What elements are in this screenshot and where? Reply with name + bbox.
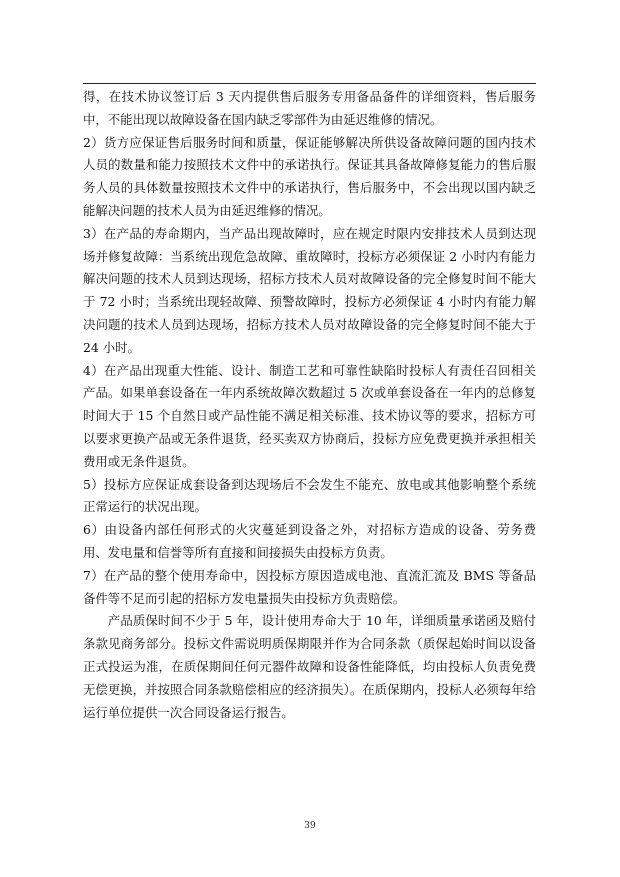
paragraph-item-3: 3）在产品的寿命期内，当产品出现故障时，应在规定时限内安排技术人员到达现场并修复故障：当系统出现危急故障、重故障时，投标方必须保证 2 小时内有能力解决问题的技术人员到达现场，招标方技术人员对故障设备的完全修复时间不能大于 72 小时；当系统出现轻故障、预警故障时，投标方必须保证 4 小时内有能力解决问题的技术人员到达现场，招标方技术人员对故障设备的完全修复时间不能大于 24 小时。 [83, 225, 536, 355]
paragraph-warranty: 产品质保时间不少于 5 年，设计使用寿命大于 10 年，详细质量承诺函及赔付条款见商务部分。投标文件需说明质保期限并作为合同条款（质保起始时间以设备正式投运为准，在质保期间任何元器件故障和设备性能降低，均由投标人负责免费无偿更换，并按照合同条款赔偿相应的经济损失）。在质保期内，投标人必须每年给运行单位提供一次合同设备运行报告。 [83, 613, 536, 720]
paragraph-item-6: 6）由设备内部任何形式的火灾蔓延到设备之外，对招标方造成的设备、劳务费用、发电量和信誉等所有直接和间接损失由投标方负责。 [83, 522, 536, 560]
paragraph-item-4: 4）在产品出现重大性能、设计、制造工艺和可靠性缺陷时投标人有责任召回相关产品。如果单套设备在一年内系统故障次数超过 5 次或单套设备在一年内的总修复时间大于 15 个自然日或产品性能不满足相关标准、技术协议等的要求，招标方可以要求更换产品或无条件退货，经买卖双方协商后，投标方应免费更换并承担相关费用或无条件退货。 [83, 362, 536, 469]
paragraph-continuation: 得，在技术协议签订后 3 天内提供售后服务专用备品备件的详细资料，售后服务中，不能出现以故障设备在国内缺乏零部件为由延迟维修的情况。 [83, 89, 536, 127]
page-number: 39 [304, 821, 316, 831]
paragraph-item-5: 5）投标方应保证成套设备到达现场后不会发生不能充、放电或其他影响整个系统正常运行的状况出现。 [83, 476, 536, 515]
paragraph-item-2: 2）货方应保证售后服务时间和质量，保证能够解决所供设备故障问题的国内技术人员的数量和能力按照技术文件中的承诺执行。保证其具备故障修复能力的售后服务人员的具体数量按照技术文件中的承诺执行，售后服务中，不会出现以国内缺乏能解决问题的技术人员为由延迟维修的情况。 [83, 134, 536, 218]
header-rule [83, 83, 536, 84]
paragraph-item-7: 7）在产品的整个使用寿命中，因投标方原因造成电池、直流汇流及 BMS 等备品备件等不足而引起的招标方发电量损失由投标方负责赔偿。 [83, 567, 536, 606]
body-text [83, 86, 536, 724]
